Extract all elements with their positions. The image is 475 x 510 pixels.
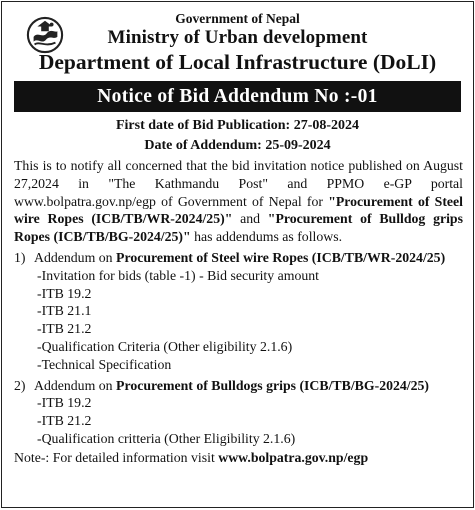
addendum-subitem: -ITB 21.2 bbox=[37, 413, 92, 429]
dates-block bbox=[2, 116, 473, 156]
government-name: Government of Nepal bbox=[175, 11, 300, 26]
government-emblem-icon bbox=[26, 16, 64, 54]
addendum-subitems bbox=[14, 267, 463, 374]
intro-paragraph bbox=[14, 157, 463, 246]
addendum-title: Procurement of Steel wire Ropes (ICB/TB/WR-2024/25) bbox=[116, 249, 446, 265]
note-line bbox=[14, 449, 463, 467]
addendum-subitem: -Invitation for bids (table -1) - Bid security amount bbox=[37, 267, 320, 283]
addendum-subitem: -Technical Specification bbox=[37, 356, 172, 372]
addendum-subitem: -ITB 21.2 bbox=[37, 321, 92, 337]
intro-text: has addendums as follows. bbox=[190, 229, 343, 245]
addendum-list bbox=[14, 249, 463, 448]
addendum-subitem: -ITB 19.2 bbox=[37, 395, 92, 411]
bolpatra-link[interactable]: www.bolpatra.gov.np/egp bbox=[218, 449, 369, 465]
intro-text: This is to notify all concerned that the bid invitation notice published on August 27,2024 in "The Kathmandu Post" and PPMO e-GP portal www.bolpatra.gov.np/egp of Government of Nepal for bbox=[14, 158, 463, 209]
addendum-prefix: Addendum on bbox=[34, 249, 117, 265]
addendum-prefix: Addendum on bbox=[34, 377, 117, 393]
steel-wire-procurement-ref: "Procurement of Steel wire Ropes (ICB/TB/WR-2024/25)" bbox=[14, 193, 464, 227]
intro-text: and bbox=[232, 211, 268, 227]
first-publication-date: First date of Bid Publication: 27-08-2024 bbox=[115, 118, 360, 133]
addendum-subitems bbox=[14, 394, 463, 447]
letterhead bbox=[2, 11, 473, 76]
note-text: Note-: For detailed information visit bbox=[14, 449, 219, 465]
addendum-subitem: -Qualification Criteria (Other eligibility 2.1.6) bbox=[37, 338, 293, 354]
addendum-number: 2) bbox=[14, 377, 26, 393]
bulldog-grips-procurement-ref: "Procurement of Bulldog grips Ropes (ICB/TB/BG-2024/25)" bbox=[14, 211, 463, 245]
notice-document bbox=[1, 1, 474, 508]
ministry-name: Ministry of Urban development bbox=[107, 27, 368, 48]
addendum-item bbox=[14, 249, 463, 267]
addendum-heading bbox=[34, 249, 445, 267]
addendum-subitem: -ITB 21.1 bbox=[37, 303, 92, 319]
addendum-item bbox=[14, 377, 463, 395]
notice-title-banner: Notice of Bid Addendum No :-01 bbox=[14, 81, 461, 112]
addendum-heading bbox=[34, 377, 429, 395]
addendum-subitem: -Qualification critteria (Other Eligibility 2.1.6) bbox=[37, 430, 296, 446]
department-name: Department of Local Infrastructure (DoLI) bbox=[38, 50, 437, 74]
addendum-date: Date of Addendum: 25-09-2024 bbox=[144, 138, 331, 153]
notice-body bbox=[2, 157, 473, 467]
addendum-title: Procurement of Bulldogs grips (ICB/TB/BG-2024/25) bbox=[116, 377, 430, 393]
addendum-subitem: -ITB 19.2 bbox=[37, 285, 92, 301]
addendum-number: 1) bbox=[14, 249, 26, 265]
